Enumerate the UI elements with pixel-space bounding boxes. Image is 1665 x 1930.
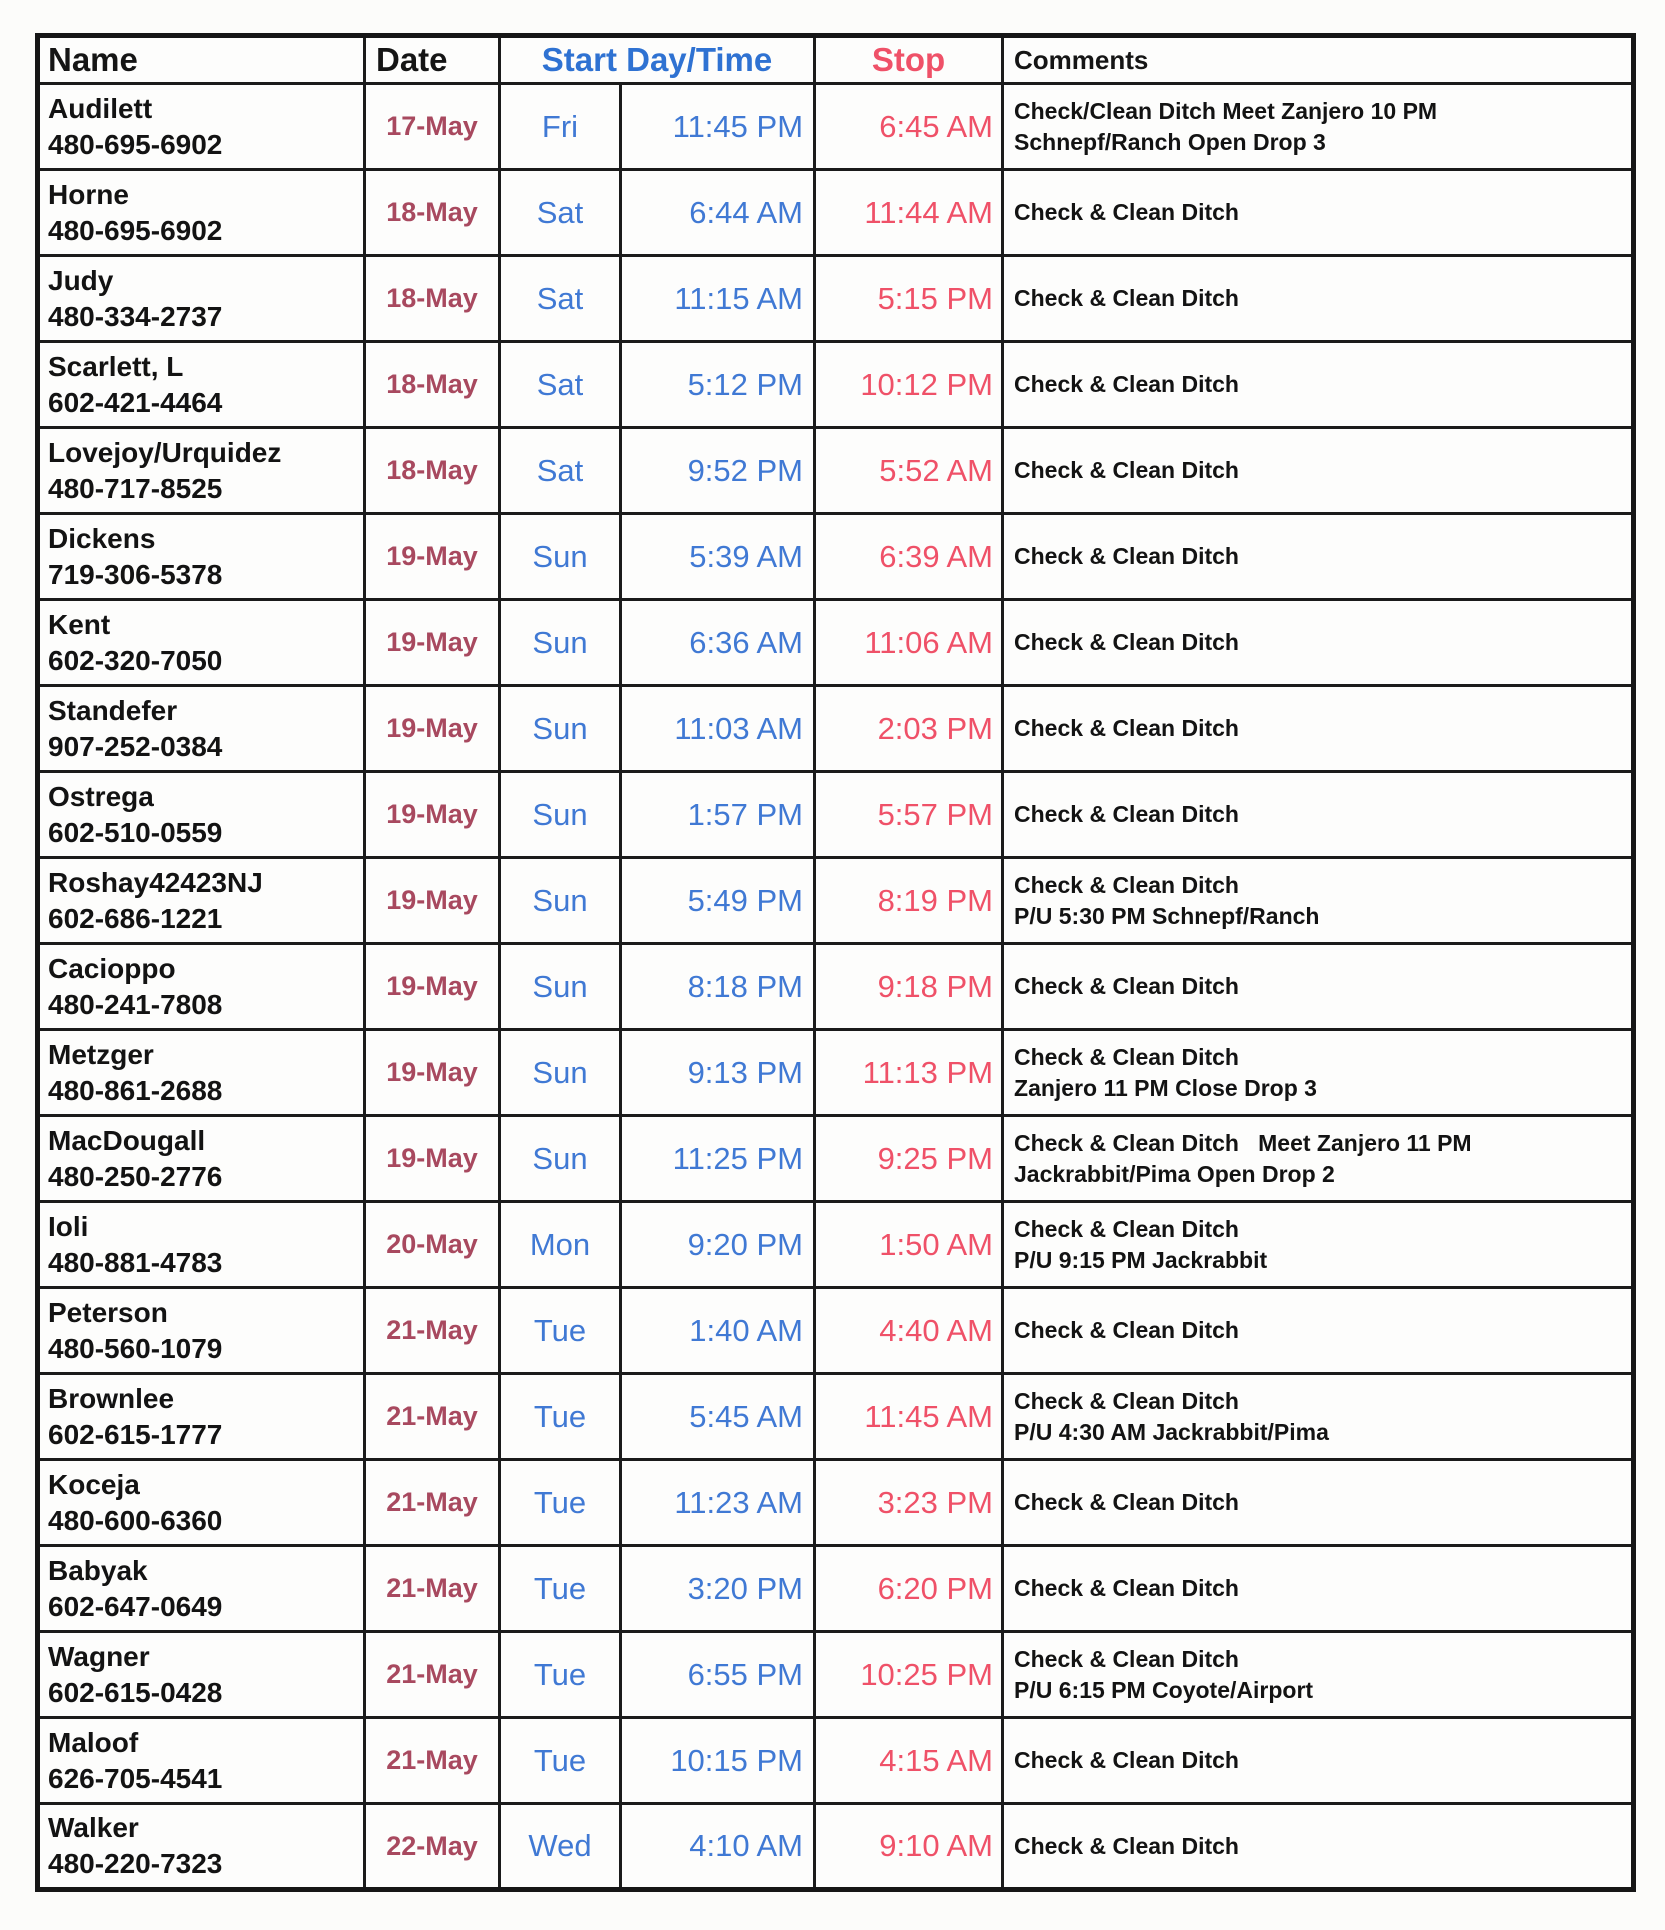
stop-time-cell: 11:13 PM (815, 1030, 1003, 1116)
person-name: Babyak (48, 1554, 148, 1586)
phone-number: 719-306-5378 (48, 558, 223, 590)
phone-number: 480-881-4783 (48, 1246, 223, 1278)
start-time-cell: 9:20 PM (621, 1202, 815, 1288)
comments-cell (1003, 256, 1634, 342)
comment-line: P/U 5:30 PM Schnepf/Ranch (1014, 902, 1320, 929)
start-time-cell: 10:15 PM (621, 1718, 815, 1804)
header-date: Date (365, 36, 500, 84)
comments-cell (1003, 170, 1634, 256)
name-cell (38, 1202, 365, 1288)
date-cell: 18-May (365, 428, 500, 514)
start-time-cell: 11:15 AM (621, 256, 815, 342)
table-header (38, 36, 1634, 84)
phone-number: 480-695-6902 (48, 128, 223, 160)
stop-time-cell: 11:06 AM (815, 600, 1003, 686)
comment-line: Check & Clean Ditch (1014, 1645, 1239, 1672)
date-cell: 17-May (365, 84, 500, 170)
date-cell: 19-May (365, 944, 500, 1030)
date-cell: 19-May (365, 1116, 500, 1202)
phone-number: 602-647-0649 (48, 1590, 223, 1622)
date-cell: 19-May (365, 514, 500, 600)
name-cell (38, 1546, 365, 1632)
stop-time-cell: 3:23 PM (815, 1460, 1003, 1546)
comment-line: P/U 4:30 AM Jackrabbit/Pima (1014, 1418, 1329, 1445)
start-time-cell: 9:52 PM (621, 428, 815, 514)
start-time-cell: 5:39 AM (621, 514, 815, 600)
comments-cell (1003, 1030, 1634, 1116)
comments-cell (1003, 1460, 1634, 1546)
start-day-cell: Sun (500, 600, 621, 686)
start-day-cell: Sun (500, 1030, 621, 1116)
start-time-cell: 6:55 PM (621, 1632, 815, 1718)
table-row (38, 1030, 1634, 1116)
person-name: Dickens (48, 522, 156, 554)
start-day-cell: Tue (500, 1374, 621, 1460)
stop-time-cell: 8:19 PM (815, 858, 1003, 944)
person-name: Metzger (48, 1038, 154, 1070)
comment-line: Check & Clean Ditch (1014, 629, 1239, 655)
comment-line: Check & Clean Ditch Meet Zanjero 11 PM (1014, 1129, 1472, 1156)
name-cell (38, 170, 365, 256)
date-cell: 19-May (365, 772, 500, 858)
comments-cell (1003, 1632, 1634, 1718)
person-name: MacDougall (48, 1124, 206, 1156)
name-cell (38, 428, 365, 514)
start-time-cell: 9:13 PM (621, 1030, 815, 1116)
comment-line: Check & Clean Ditch (1014, 1489, 1239, 1515)
start-day-cell: Tue (500, 1632, 621, 1718)
phone-number: 480-717-8525 (48, 472, 223, 504)
name-cell (38, 1288, 365, 1374)
person-name: Cacioppo (48, 952, 176, 984)
comment-line: Check & Clean Ditch (1014, 1043, 1239, 1070)
phone-number: 602-686-1221 (48, 902, 223, 934)
comments-cell (1003, 686, 1634, 772)
person-name: Peterson (48, 1296, 168, 1328)
phone-number: 480-241-7808 (48, 988, 223, 1020)
stop-time-cell: 10:25 PM (815, 1632, 1003, 1718)
table-row (38, 170, 1634, 256)
person-name: Koceja (48, 1468, 140, 1500)
phone-number: 480-695-6902 (48, 214, 223, 246)
start-time-cell: 1:40 AM (621, 1288, 815, 1374)
date-cell: 18-May (365, 170, 500, 256)
phone-number: 480-250-2776 (48, 1160, 223, 1192)
comments-cell (1003, 1202, 1634, 1288)
date-cell: 21-May (365, 1374, 500, 1460)
date-cell: 20-May (365, 1202, 500, 1288)
stop-time-cell: 5:57 PM (815, 772, 1003, 858)
table-row (38, 1546, 1634, 1632)
comments-cell (1003, 1288, 1634, 1374)
phone-number: 602-510-0559 (48, 816, 223, 848)
comments-cell (1003, 428, 1634, 514)
start-day-cell: Mon (500, 1202, 621, 1288)
zanjero-schedule-table (35, 33, 1636, 1892)
start-day-cell: Sun (500, 514, 621, 600)
start-time-cell: 1:57 PM (621, 772, 815, 858)
start-time-cell: 11:45 PM (621, 84, 815, 170)
start-day-cell: Sun (500, 1116, 621, 1202)
stop-time-cell: 6:20 PM (815, 1546, 1003, 1632)
phone-number: 480-220-7323 (48, 1848, 223, 1879)
table-row (38, 514, 1634, 600)
name-cell (38, 1718, 365, 1804)
stop-time-cell: 9:18 PM (815, 944, 1003, 1030)
name-cell (38, 342, 365, 428)
table-row (38, 600, 1634, 686)
start-day-cell: Sat (500, 256, 621, 342)
comments-cell (1003, 1546, 1634, 1632)
table-row (38, 1632, 1634, 1718)
table-row (38, 1804, 1634, 1890)
person-name: Ostrega (48, 780, 154, 812)
table-row (38, 428, 1634, 514)
start-time-cell: 8:18 PM (621, 944, 815, 1030)
table-row (38, 342, 1634, 428)
date-cell: 18-May (365, 342, 500, 428)
person-name: Ioli (48, 1210, 89, 1242)
start-day-cell: Wed (500, 1804, 621, 1890)
stop-time-cell: 2:03 PM (815, 686, 1003, 772)
name-cell (38, 514, 365, 600)
name-cell (38, 944, 365, 1030)
comment-line: Check & Clean Ditch (1014, 1747, 1239, 1773)
phone-number: 480-560-1079 (48, 1332, 223, 1364)
comment-line: Jackrabbit/Pima Open Drop 2 (1014, 1160, 1335, 1187)
table-row (38, 84, 1634, 170)
name-cell (38, 1374, 365, 1460)
person-name: Walker (48, 1812, 139, 1843)
start-time-cell: 5:45 AM (621, 1374, 815, 1460)
person-name: Roshay42423NJ (48, 866, 263, 898)
stop-time-cell: 9:10 AM (815, 1804, 1003, 1890)
start-day-cell: Sun (500, 772, 621, 858)
comment-line: Check & Clean Ditch (1014, 1215, 1239, 1242)
phone-number: 626-705-4541 (48, 1762, 223, 1794)
header-stop: Stop (815, 36, 1003, 84)
person-name: Wagner (48, 1640, 150, 1672)
stop-time-cell: 5:52 AM (815, 428, 1003, 514)
person-name: Maloof (48, 1726, 139, 1758)
comment-line: Check & Clean Ditch (1014, 871, 1239, 898)
phone-number: 480-600-6360 (48, 1504, 223, 1536)
phone-number: 602-615-0428 (48, 1676, 223, 1708)
comment-line: Check & Clean Ditch (1014, 1317, 1239, 1343)
start-time-cell: 11:25 PM (621, 1116, 815, 1202)
header-comments: Comments (1003, 36, 1634, 84)
table-row (38, 256, 1634, 342)
table-row (38, 1374, 1634, 1460)
start-day-cell: Tue (500, 1288, 621, 1374)
stop-time-cell: 5:15 PM (815, 256, 1003, 342)
stop-time-cell: 9:25 PM (815, 1116, 1003, 1202)
comments-cell (1003, 514, 1634, 600)
stop-time-cell: 11:45 AM (815, 1374, 1003, 1460)
comments-cell (1003, 772, 1634, 858)
name-cell (38, 256, 365, 342)
start-day-cell: Sun (500, 858, 621, 944)
start-day-cell: Sat (500, 170, 621, 256)
person-name: Judy (48, 264, 114, 296)
comments-cell (1003, 1116, 1634, 1202)
comment-line: Check & Clean Ditch (1014, 543, 1239, 569)
comment-line: Check & Clean Ditch (1014, 1387, 1239, 1414)
comment-line: Check & Clean Ditch (1014, 1832, 1239, 1859)
start-day-cell: Sun (500, 686, 621, 772)
start-time-cell: 4:10 AM (621, 1804, 815, 1890)
stop-time-cell: 4:15 AM (815, 1718, 1003, 1804)
table-row (38, 1116, 1634, 1202)
date-cell: 21-May (365, 1288, 500, 1374)
stop-time-cell: 11:44 AM (815, 170, 1003, 256)
start-time-cell: 11:23 AM (621, 1460, 815, 1546)
comment-line: Check & Clean Ditch (1014, 199, 1239, 225)
comment-line: P/U 6:15 PM Coyote/Airport (1014, 1676, 1314, 1703)
table-row (38, 858, 1634, 944)
name-cell (38, 1460, 365, 1546)
comment-line: Check & Clean Ditch (1014, 801, 1239, 827)
table-row (38, 944, 1634, 1030)
comments-cell (1003, 342, 1634, 428)
start-time-cell: 3:20 PM (621, 1546, 815, 1632)
start-day-cell: Fri (500, 84, 621, 170)
start-day-cell: Tue (500, 1546, 621, 1632)
header-start-day-time: Start Day/Time (500, 36, 815, 84)
date-cell: 21-May (365, 1460, 500, 1546)
stop-time-cell: 6:45 AM (815, 84, 1003, 170)
name-cell (38, 84, 365, 170)
comment-line: Check & Clean Ditch (1014, 371, 1239, 397)
name-cell (38, 1030, 365, 1116)
stop-time-cell: 1:50 AM (815, 1202, 1003, 1288)
date-cell: 19-May (365, 686, 500, 772)
comment-line: Check & Clean Ditch (1014, 457, 1239, 483)
table-row (38, 1202, 1634, 1288)
comment-line: Zanjero 11 PM Close Drop 3 (1014, 1074, 1317, 1101)
person-name: Scarlett, L (48, 350, 184, 382)
person-name: Lovejoy/Urquidez (48, 436, 282, 468)
comment-line: P/U 9:15 PM Jackrabbit (1014, 1246, 1268, 1273)
date-cell: 19-May (365, 600, 500, 686)
comment-line: Check/Clean Ditch Meet Zanjero 10 PM (1014, 97, 1438, 124)
person-name: Horne (48, 178, 129, 210)
start-time-cell: 5:12 PM (621, 342, 815, 428)
stop-time-cell: 4:40 AM (815, 1288, 1003, 1374)
comments-cell (1003, 858, 1634, 944)
date-cell: 19-May (365, 1030, 500, 1116)
name-cell (38, 1116, 365, 1202)
comment-line: Check & Clean Ditch (1014, 1575, 1239, 1601)
person-name: Brownlee (48, 1382, 175, 1414)
name-cell (38, 1804, 365, 1890)
name-cell (38, 686, 365, 772)
comments-cell (1003, 944, 1634, 1030)
date-cell: 22-May (365, 1804, 500, 1890)
phone-number: 602-421-4464 (48, 386, 223, 418)
start-day-cell: Tue (500, 1718, 621, 1804)
comments-cell (1003, 1718, 1634, 1804)
start-time-cell: 6:36 AM (621, 600, 815, 686)
comments-cell (1003, 1804, 1634, 1890)
start-day-cell: Sat (500, 428, 621, 514)
name-cell (38, 1632, 365, 1718)
name-cell (38, 600, 365, 686)
comment-line: Schnepf/Ranch Open Drop 3 (1014, 128, 1326, 155)
start-time-cell: 6:44 AM (621, 170, 815, 256)
stop-time-cell: 10:12 PM (815, 342, 1003, 428)
comments-cell (1003, 1374, 1634, 1460)
stop-time-cell: 6:39 AM (815, 514, 1003, 600)
person-name: Standefer (48, 694, 178, 726)
table-row (38, 1718, 1634, 1804)
table-row (38, 1288, 1634, 1374)
schedule-body (38, 84, 1634, 1890)
comment-line: Check & Clean Ditch (1014, 285, 1239, 311)
phone-number: 480-861-2688 (48, 1074, 223, 1106)
start-day-cell: Tue (500, 1460, 621, 1546)
table-row (38, 772, 1634, 858)
comment-line: Check & Clean Ditch (1014, 973, 1239, 999)
phone-number: 480-334-2737 (48, 300, 223, 332)
start-time-cell: 11:03 AM (621, 686, 815, 772)
date-cell: 19-May (365, 858, 500, 944)
date-cell: 21-May (365, 1546, 500, 1632)
start-time-cell: 5:49 PM (621, 858, 815, 944)
start-day-cell: Sat (500, 342, 621, 428)
comments-cell (1003, 600, 1634, 686)
comment-line: Check & Clean Ditch (1014, 715, 1239, 741)
start-day-cell: Sun (500, 944, 621, 1030)
table-row (38, 1460, 1634, 1546)
date-cell: 21-May (365, 1718, 500, 1804)
phone-number: 907-252-0384 (48, 730, 223, 762)
person-name: Audilett (48, 92, 153, 124)
header-name: Name (38, 36, 365, 84)
date-cell: 21-May (365, 1632, 500, 1718)
phone-number: 602-320-7050 (48, 644, 223, 676)
table-row (38, 686, 1634, 772)
date-cell: 18-May (365, 256, 500, 342)
name-cell (38, 858, 365, 944)
name-cell (38, 772, 365, 858)
person-name: Kent (48, 608, 111, 640)
comments-cell (1003, 84, 1634, 170)
phone-number: 602-615-1777 (48, 1418, 223, 1450)
